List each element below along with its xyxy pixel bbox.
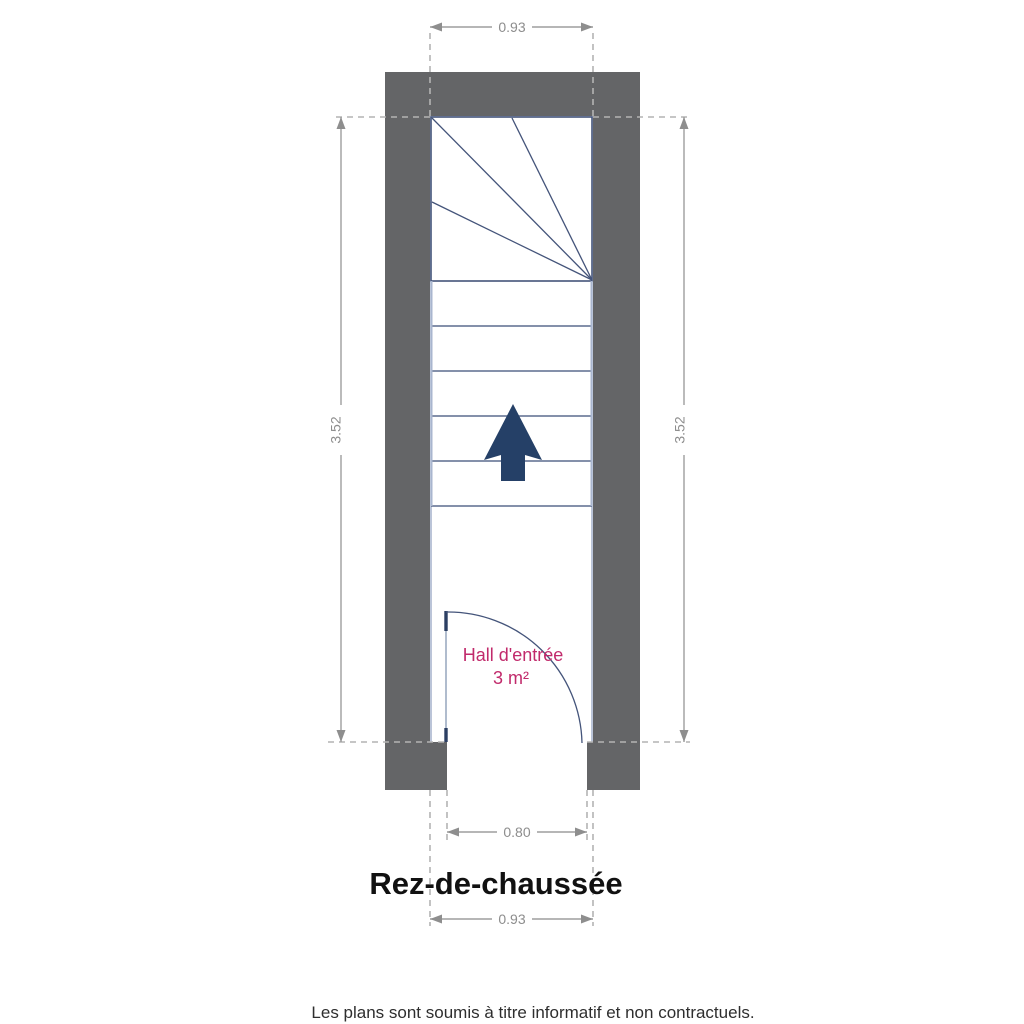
- dim-arrow-right-icon: [581, 23, 593, 32]
- dim-arrow-up-icon: [337, 117, 346, 129]
- dimension-label: 3.52: [671, 416, 688, 444]
- dimension-label: 0.93: [498, 19, 526, 35]
- dim-arrow-left-icon: [447, 828, 459, 837]
- dimension-label: 0.80: [503, 824, 531, 840]
- door-leaf-cap-bottom: [444, 728, 447, 742]
- dim-arrow-left-icon: [430, 23, 442, 32]
- disclaimer-text: Les plans sont soumis à titre informatif et non contractuels.: [311, 1003, 755, 1022]
- door-leaf-cap-top: [444, 611, 447, 631]
- dim-arrow-down-icon: [337, 730, 346, 742]
- dim-arrow-right-icon: [581, 915, 593, 924]
- room-area-label: 3 m²: [493, 668, 529, 688]
- dim-arrow-up-icon: [680, 117, 689, 129]
- staircase: [431, 117, 592, 506]
- dimension-label: 0.93: [498, 911, 526, 927]
- floor-title: Rez-de-chaussée: [369, 866, 623, 901]
- dim-arrow-right-icon: [575, 828, 587, 837]
- wall-bottom-left-stub: [385, 742, 447, 790]
- dim-arrow-down-icon: [680, 730, 689, 742]
- wall-right: [593, 72, 640, 742]
- wall-left: [385, 72, 430, 742]
- room-name-label: Hall d'entrée: [462, 645, 564, 665]
- room-label-hall: [463, 645, 564, 688]
- dimension-door-width: [447, 790, 587, 840]
- dimension-bottom-width: [430, 790, 593, 927]
- wall-bottom-right-stub: [587, 742, 640, 790]
- dim-arrow-left-icon: [430, 915, 442, 924]
- dimension-label: 3.52: [327, 416, 344, 444]
